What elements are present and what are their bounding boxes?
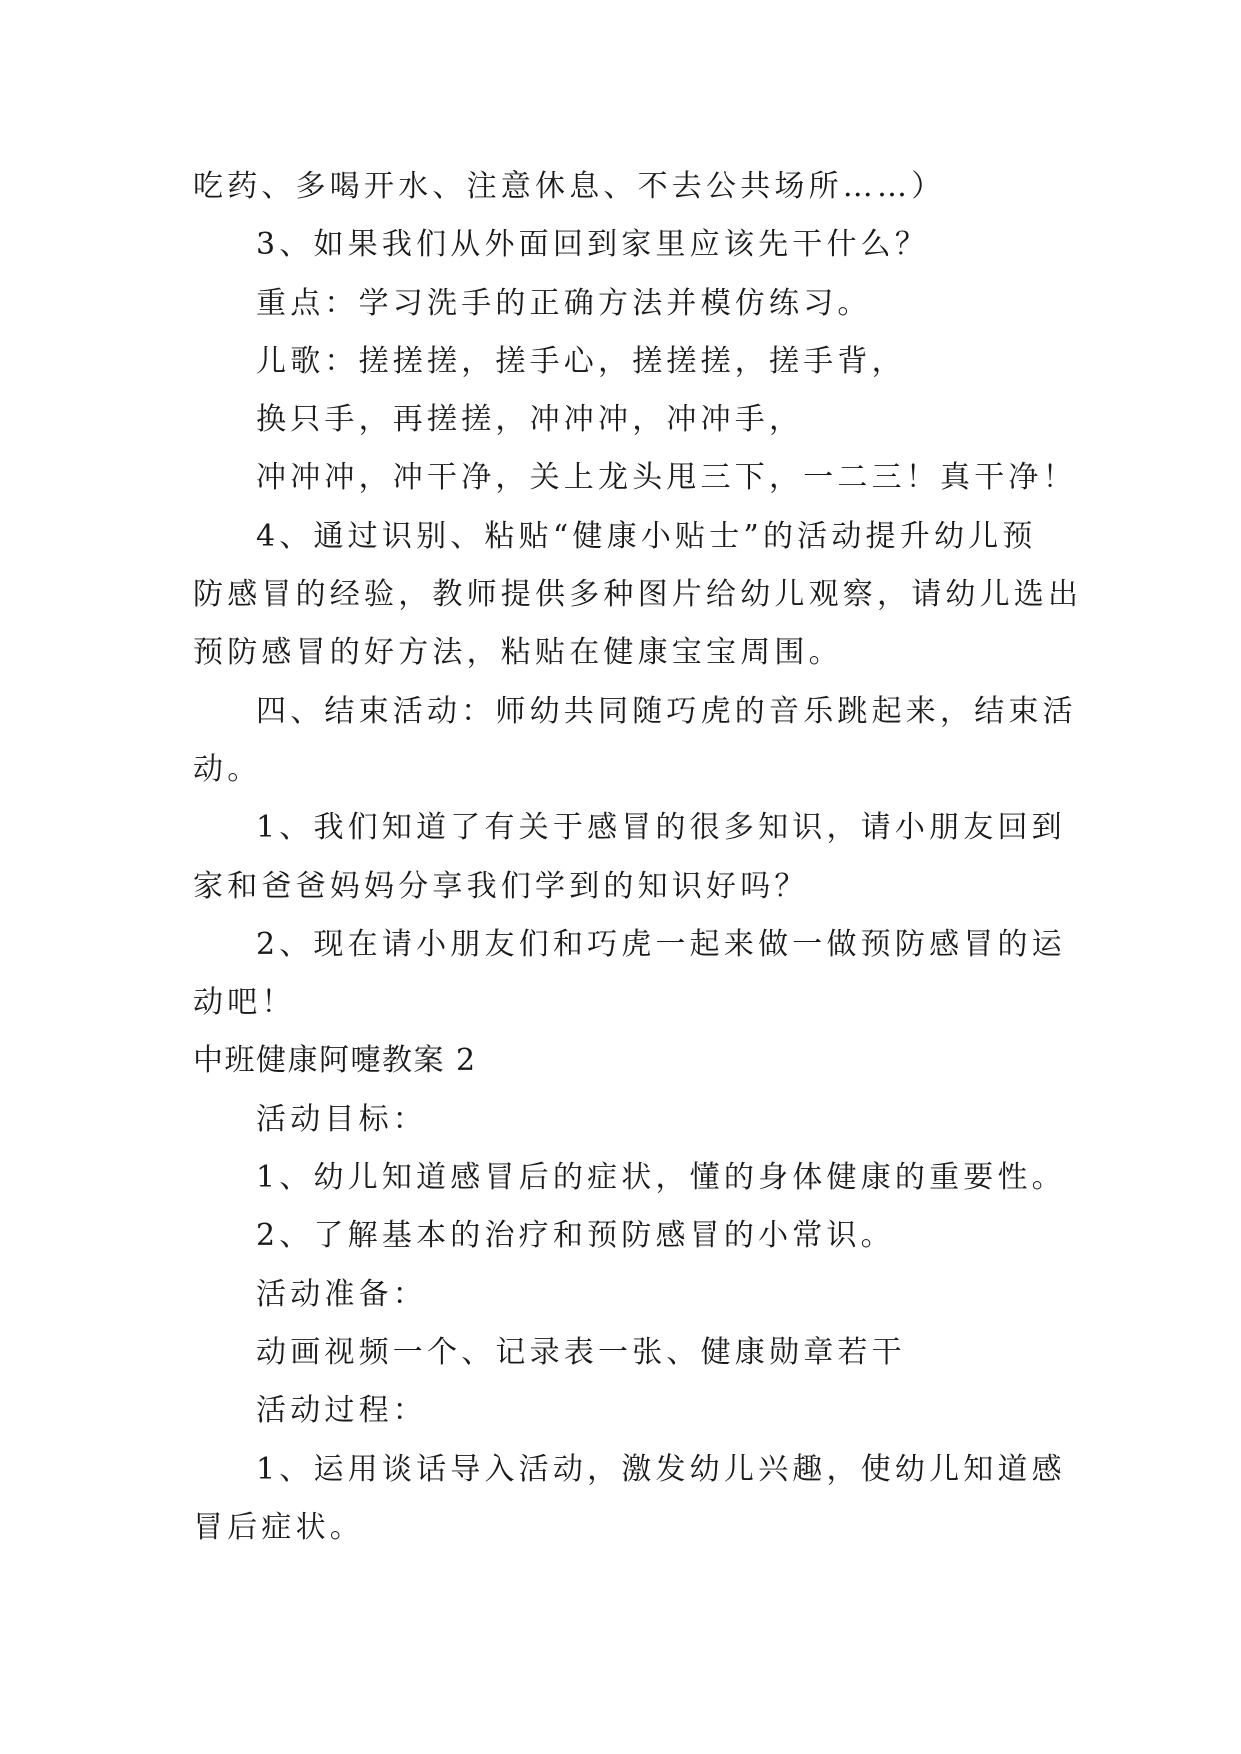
text-line: 1、幼儿知道感冒后的症状，懂的身体健康的重要性。	[256, 1160, 1066, 1196]
section-heading: 中班健康阿嚏教案 2	[193, 1043, 477, 1079]
text-line: 活动准备：	[256, 1276, 427, 1312]
text-line: 防感冒的经验，教师提供多种图片给幼儿观察，请幼儿选出	[193, 577, 1083, 613]
text-line: 重点：学习洗手的正确方法并模仿练习。	[256, 285, 872, 321]
text-line: 冲冲冲，冲干净，关上龙头甩三下，一二三！真干净！	[256, 460, 1077, 496]
text-line: 活动目标：	[256, 1101, 427, 1137]
text-line: 四、结束活动：师幼共同随巧虎的音乐跳起来，结束活	[256, 693, 1077, 729]
text-line: 动吧！	[193, 985, 296, 1021]
text-line: 4、通过识别、粘贴“健康小贴士”的活动提升幼儿预	[256, 518, 1037, 554]
text-line: 动画视频一个、记录表一张、健康勋章若干	[256, 1334, 906, 1370]
text-line: 换只手，再搓搓，冲冲冲，冲冲手，	[256, 402, 804, 438]
text-line: 3、如果我们从外面回到家里应该先干什么？	[256, 227, 930, 263]
text-line: 预防感冒的好方法，粘贴在健康宝宝周围。	[193, 635, 843, 671]
text-line: 冒后症状。	[193, 1509, 364, 1545]
text-line: 1、我们知道了有关于感冒的很多知识，请小朋友回到	[256, 810, 1066, 846]
text-line: 吃药、多喝开水、注意休息、不去公共场所……）	[193, 169, 946, 204]
text-line: 动。	[193, 751, 262, 787]
text-line: 1、运用谈话导入活动，激发幼儿兴趣，使幼儿知道感	[256, 1451, 1066, 1487]
text-line: 儿歌：搓搓搓，搓手心，搓搓搓，搓手背，	[256, 343, 906, 379]
document-body	[193, 158, 1083, 1557]
text-line: 2、了解基本的治疗和预防感冒的小常识。	[256, 1218, 895, 1254]
text-line: 2、现在请小朋友们和巧虎一起来做一做预防感冒的运	[256, 926, 1066, 962]
text-line: 活动过程：	[256, 1393, 427, 1429]
text-line: 家和爸爸妈妈分享我们学到的知识好吗？	[193, 868, 809, 904]
